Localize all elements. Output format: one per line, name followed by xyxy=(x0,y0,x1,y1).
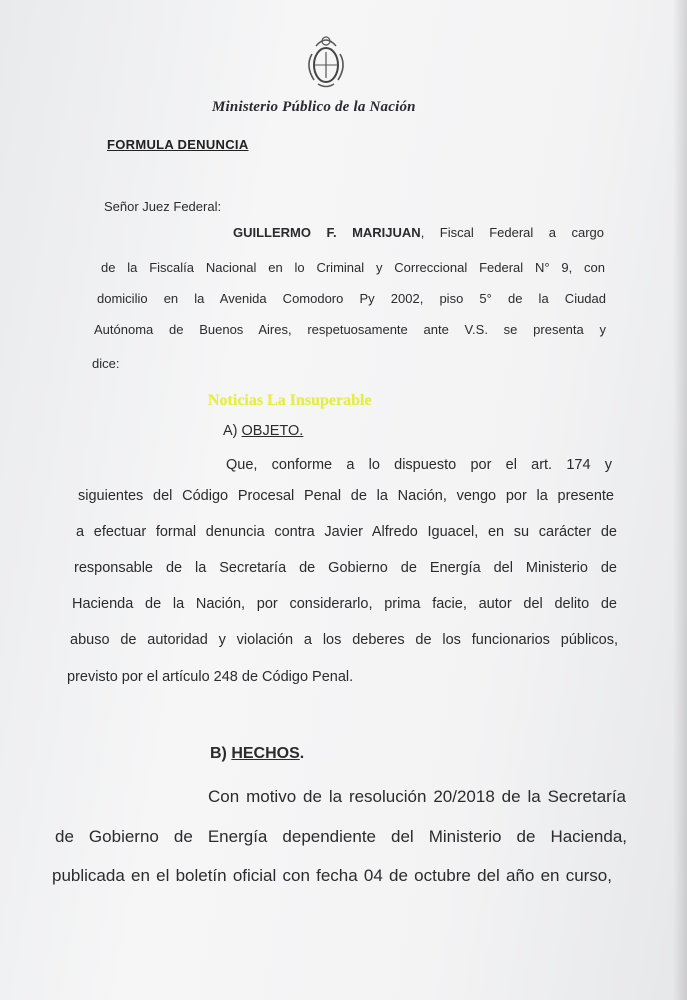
section-a-line-3: a efectuar formal denuncia contra Javier Alfredo Iguacel, en su carácter de xyxy=(76,524,617,540)
document-title: FORMULA DENUNCIA xyxy=(107,137,249,152)
intro-line-3: domicilio en la Avenida Comodoro Py 2002, piso 5° de la Ciudad xyxy=(97,291,606,306)
intro-line-2: de la Fiscalía Nacional en lo Criminal y Correccional Federal N° 9, con xyxy=(101,260,605,275)
section-a-heading: A) OBJETO. xyxy=(223,423,304,439)
intro-line-4: Autónoma de Buenos Aires, respetuosamente ante V.S. se presenta y xyxy=(94,322,606,337)
ministry-header: Ministerio Público de la Nación xyxy=(212,99,416,115)
section-b-line-2: de Gobierno de Energía dependiente del Ministerio de Hacienda, xyxy=(55,827,627,846)
section-b-line-3: publicada en el boletín oficial con fecha 04 de octubre del año en curso, xyxy=(52,866,612,885)
intro-line-1 xyxy=(233,225,604,240)
intro-line-5: dice: xyxy=(92,356,120,371)
section-a-line-7: previsto por el artículo 248 de Código Penal. xyxy=(67,669,354,685)
section-a-line-1: Que, conforme a lo dispuesto por el art. 174 y xyxy=(226,457,612,473)
argentine-coat-of-arms-icon xyxy=(302,32,350,92)
salutation: Señor Juez Federal: xyxy=(104,199,222,214)
intro-line-1-rest: , Fiscal Federal a cargo xyxy=(420,225,604,240)
prosecutor-name: GUILLERMO F. MARIJUAN xyxy=(233,225,421,240)
section-a-line-6: abuso de autoridad y violación a los deberes de los funcionarios públicos, xyxy=(70,632,618,648)
section-b-line-1: Con motivo de la resolución 20/2018 de la Secretaría xyxy=(208,787,626,806)
section-b-heading: B) HECHOS. xyxy=(210,745,305,762)
section-a-line-5: Hacienda de la Nación, por considerarlo, prima facie, autor del delito de xyxy=(72,596,617,612)
section-a-line-2: siguientes del Código Procesal Penal de la Nación, vengo por la presente xyxy=(78,488,614,504)
watermark-text: Noticias La Insuperable xyxy=(208,392,372,409)
page-shadow xyxy=(673,0,687,1000)
section-a-line-4: responsable de la Secretaría de Gobierno de Energía del Ministerio de xyxy=(74,560,617,576)
